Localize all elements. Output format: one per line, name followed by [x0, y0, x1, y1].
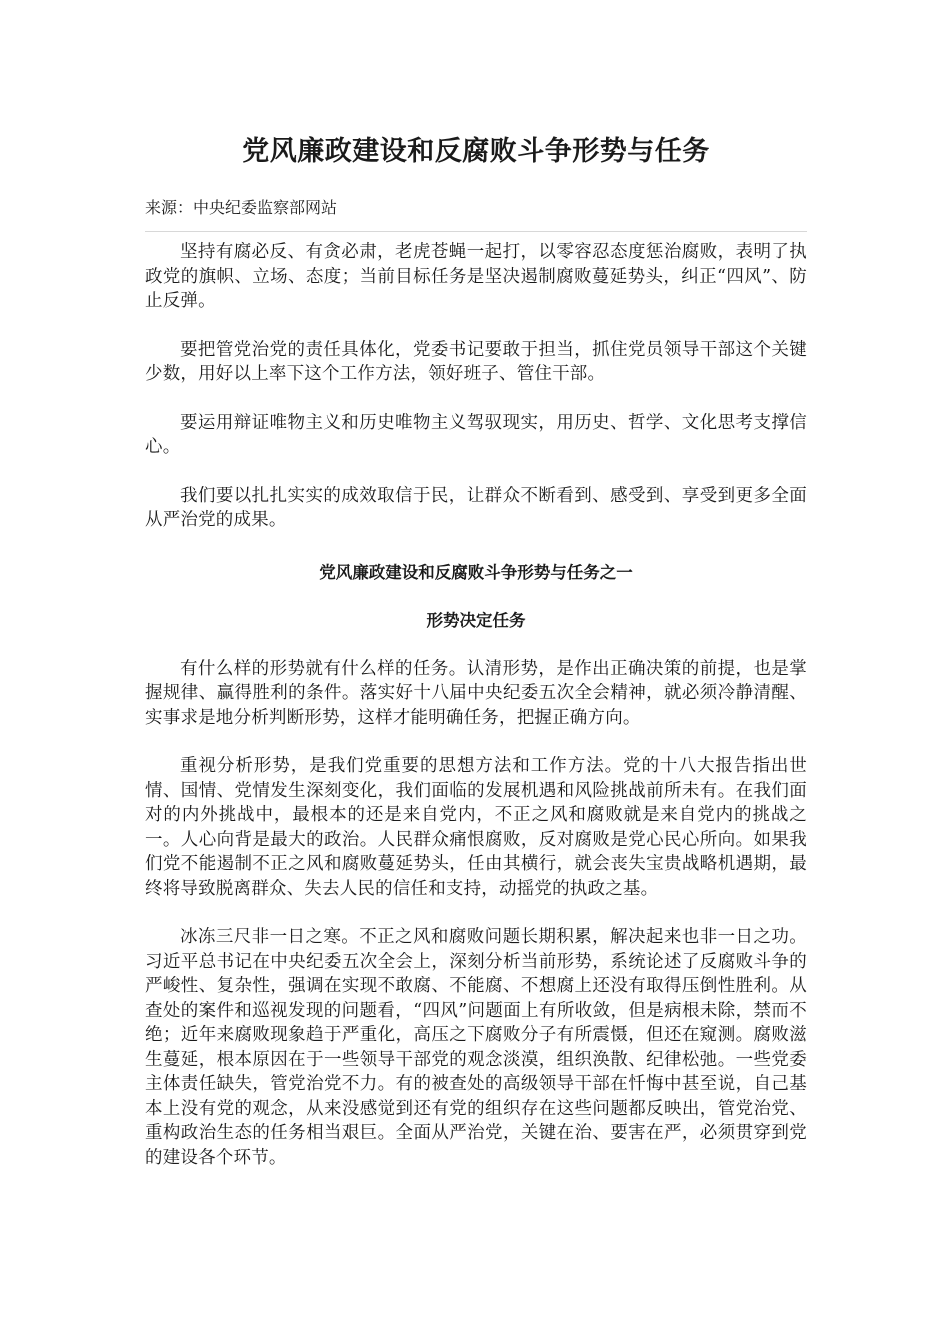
divider	[145, 231, 807, 232]
intro-paragraph: 要把管党治党的责任具体化，党委书记要敢于担当，抓住党员领导干部这个关键少数，用好以上率下这个工作方法，领好班子、管住干部。	[145, 339, 807, 384]
body-paragraph: 冰冻三尺非一日之寒。不正之风和腐败问题长期积累，解决起来也非一日之功。习近平总书记在中央纪委五次全会上，深刻分析当前形势，系统论述了反腐败斗争的严峻性、复杂性，强调在实现不敢腐、不能腐、不想腐上还没有取得压倒性胜利。从查处的案件和巡视发现的问题看，“四风”问题面上有所收敛，但是病根未除，禁而不绝；近年来腐败现象趋于严重化，高压之下腐败分子有所震慑，但还在窥测。腐败滋生蔓延，根本原因在于一些领导干部党的观念淡漠，组织涣散、纪律松弛。一些党委主体责任缺失，管党治党不力。有的被查处的高级领导干部在忏悔中甚至说，自己基本上没有党的观念，从来没感觉到还有党的组织存在这些问题都反映出，管党治党、重构政治生态的任务相当艰巨。全面从严治党，关键在治、要害在严，必须贯穿到党的建设各个环节。	[145, 927, 807, 1168]
document-title: 党风廉政建设和反腐败斗争形势与任务	[242, 136, 710, 167]
intro-paragraph: 我们要以扎扎实实的成效取信于民，让群众不断看到、感受到、享受到更多全面从严治党的成果。	[145, 485, 807, 530]
intro-paragraph: 要运用辩证唯物主义和历史唯物主义驾驭现实，用历史、哲学、文化思考支撑信心。	[145, 412, 807, 457]
section-subheading: 形势决定任务	[426, 610, 526, 630]
intro-paragraph: 坚持有腐必反、有贪必肃，老虎苍蝇一起打，以零容忍态度惩治腐败，表明了执政党的旗帜、立场、态度；当前目标任务是坚决遏制腐败蔓延势头，纠正“四风”、防止反弹。	[145, 242, 807, 311]
source-line: 来源：中央纪委监察部网站	[145, 198, 338, 217]
body-paragraph: 有什么样的形势就有什么样的任务。认清形势，是作出正确决策的前提，也是掌握规律、赢得胜利的条件。落实好十八届中央纪委五次全会精神，就必须冷静清醒、实事求是地分析判断形势，这样才能明确任务，把握正确方向。	[145, 658, 807, 728]
document-page	[145, 0, 807, 1170]
section-heading: 党风廉政建设和反腐败斗争形势与任务之一	[319, 562, 633, 582]
body-paragraph: 重视分析形势，是我们党重要的思想方法和工作方法。党的十八大报告指出世情、国情、党情发生深刻变化，我们面临的发展机遇和风险挑战前所未有。在我们面对的内外挑战中，最根本的还是来自党内，不正之风和腐败就是来自党内的挑战之一。人心向背是最大的政治。人民群众痛恨腐败，反对腐败是党心民心所向。如果我们党不能遏制不正之风和腐败蔓延势头，任由其横行，就会丧失宝贵战略机遇期，最终将导致脱离群众、失去人民的信任和支持，动摇党的执政之基。	[145, 756, 807, 899]
